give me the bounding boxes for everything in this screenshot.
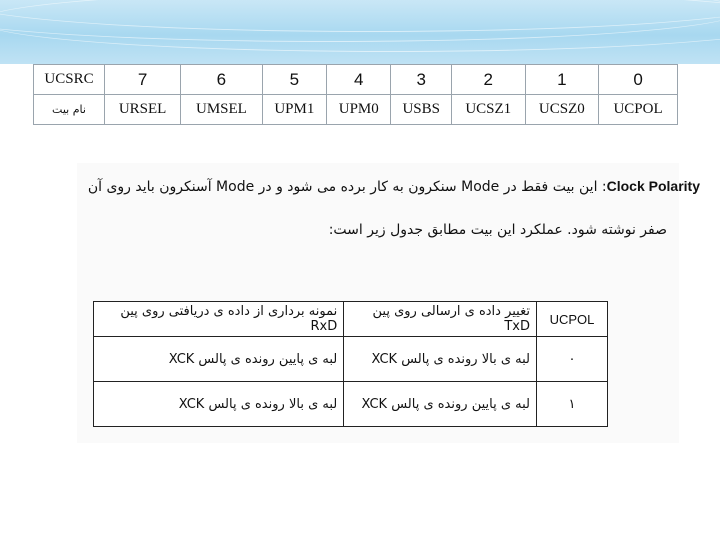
table-row (94, 382, 608, 427)
polarity-table (93, 301, 608, 427)
bit-number: 0 (599, 65, 678, 95)
register-name: UCSRC (34, 65, 105, 95)
bit-number: 2 (451, 65, 525, 95)
header-band (0, 0, 720, 64)
bit-name: UCSZ0 (525, 95, 599, 125)
register-bit-table (33, 64, 678, 125)
bit-name: UMSEL (181, 95, 262, 125)
clock-polarity-term: Clock Polarity (606, 178, 700, 194)
description-text-1: : این بیت فقط در Mode سنکرون به کار برده می شود و در Mode آسنکرون باید روی آن (87, 179, 607, 195)
bit-number: 1 (525, 65, 599, 95)
header-ucpol: UCPOL (537, 302, 608, 337)
bit-name: URSEL (105, 95, 181, 125)
ucpol-cell: ۱ (537, 382, 608, 427)
bit-name: UPM0 (327, 95, 391, 125)
description-line-1 (88, 178, 700, 195)
bit-name-row (34, 95, 678, 125)
rxd-cell: لبه ی بالا رونده ی پالس XCK (94, 382, 344, 427)
rxd-cell: لبه ی پایین رونده ی پالس XCK (94, 337, 344, 382)
ucpol-cell: ۰ (537, 337, 608, 382)
bit-number: 7 (105, 65, 181, 95)
header-rxd: نمونه برداری از داده ی دریافتی روی پین RxD (94, 302, 344, 337)
bit-name: UCPOL (599, 95, 678, 125)
bit-number: 6 (181, 65, 262, 95)
bit-name: UPM1 (262, 95, 326, 125)
decorative-wave (0, 0, 720, 52)
bit-number: 5 (262, 65, 326, 95)
bit-name: UCSZ1 (451, 95, 525, 125)
polarity-table-header (94, 302, 608, 337)
bit-number-row (34, 65, 678, 95)
bit-number: 3 (391, 65, 452, 95)
bit-number: 4 (327, 65, 391, 95)
txd-cell: لبه ی بالا رونده ی پالس XCK (344, 337, 537, 382)
txd-cell: لبه ی پایین رونده ی پالس XCK (344, 382, 537, 427)
description-line-2: صفر نوشته شود. عملکرد این بیت مطابق جدول زیر است: (328, 222, 667, 238)
row-label: نام بیت (34, 95, 105, 125)
table-row (94, 337, 608, 382)
header-txd: تغییر داده ی ارسالی روی پین TxD (344, 302, 537, 337)
bit-name: USBS (391, 95, 452, 125)
